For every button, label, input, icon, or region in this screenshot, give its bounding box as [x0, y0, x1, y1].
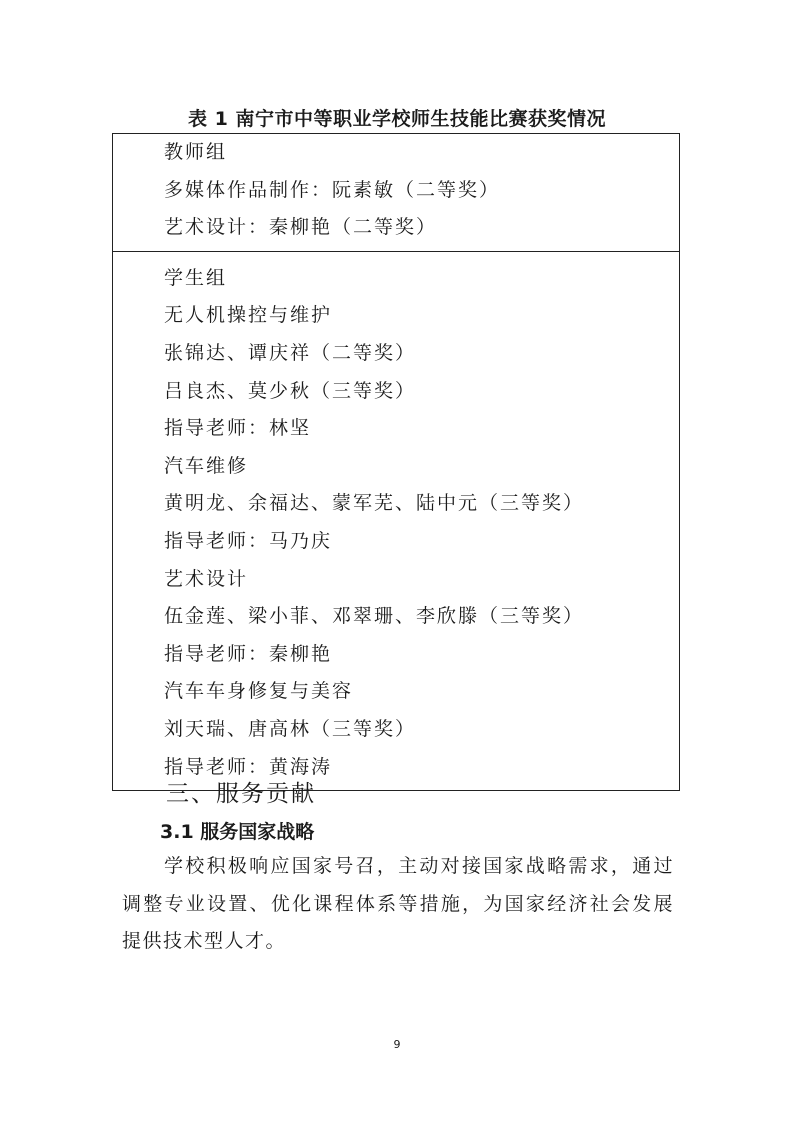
teacher-award-line: 多媒体作品制作：阮素敏（二等奖） — [164, 178, 501, 201]
teacher-group-cell — [113, 134, 679, 251]
competition-name: 无人机操控与维护 — [164, 304, 333, 327]
competition-name: 汽车车身修复与美容 — [164, 680, 354, 703]
competition-name: 艺术设计 — [164, 567, 249, 590]
teacher-group-title: 教师组 — [164, 141, 228, 163]
subsection-heading: 3.1 服务国家战略 — [160, 821, 315, 843]
competition-name: 汽车维修 — [164, 454, 249, 477]
award-line: 黄明龙、余福达、蒙军芜、陆中元（三等奖） — [164, 492, 585, 515]
award-line: 张锦达、谭庆祥（二等奖） — [164, 341, 417, 364]
instructor-line: 指导老师：马乃庆 — [164, 529, 333, 552]
teacher-award-line: 艺术设计：秦柳艳（二等奖） — [164, 216, 438, 239]
student-group-title: 学生组 — [164, 266, 228, 289]
section-heading: 三、服务贡献 — [166, 781, 316, 807]
award-line: 吕良杰、莫少秋（三等奖） — [164, 379, 417, 402]
award-line: 刘天瑞、唐高林（三等奖） — [164, 717, 417, 740]
awards-table — [112, 133, 680, 791]
body-paragraph: 学校积极响应国家号召，主动对接国家战略需求，通过调整专业设置、优化课程体系等措施，为国家经济社会发展提供技术型人才。 — [122, 855, 674, 952]
page-number: 9 — [393, 1038, 401, 1051]
instructor-line: 指导老师：黄海涛 — [164, 755, 333, 778]
student-group-cell — [113, 251, 679, 790]
instructor-line: 指导老师：林坚 — [164, 417, 312, 440]
award-line: 伍金莲、梁小菲、邓翠珊、李欣滕（三等奖） — [164, 605, 585, 628]
instructor-line: 指导老师：秦柳艳 — [164, 642, 333, 665]
table-caption: 表 1 南宁市中等职业学校师生技能比赛获奖情况 — [188, 108, 606, 130]
